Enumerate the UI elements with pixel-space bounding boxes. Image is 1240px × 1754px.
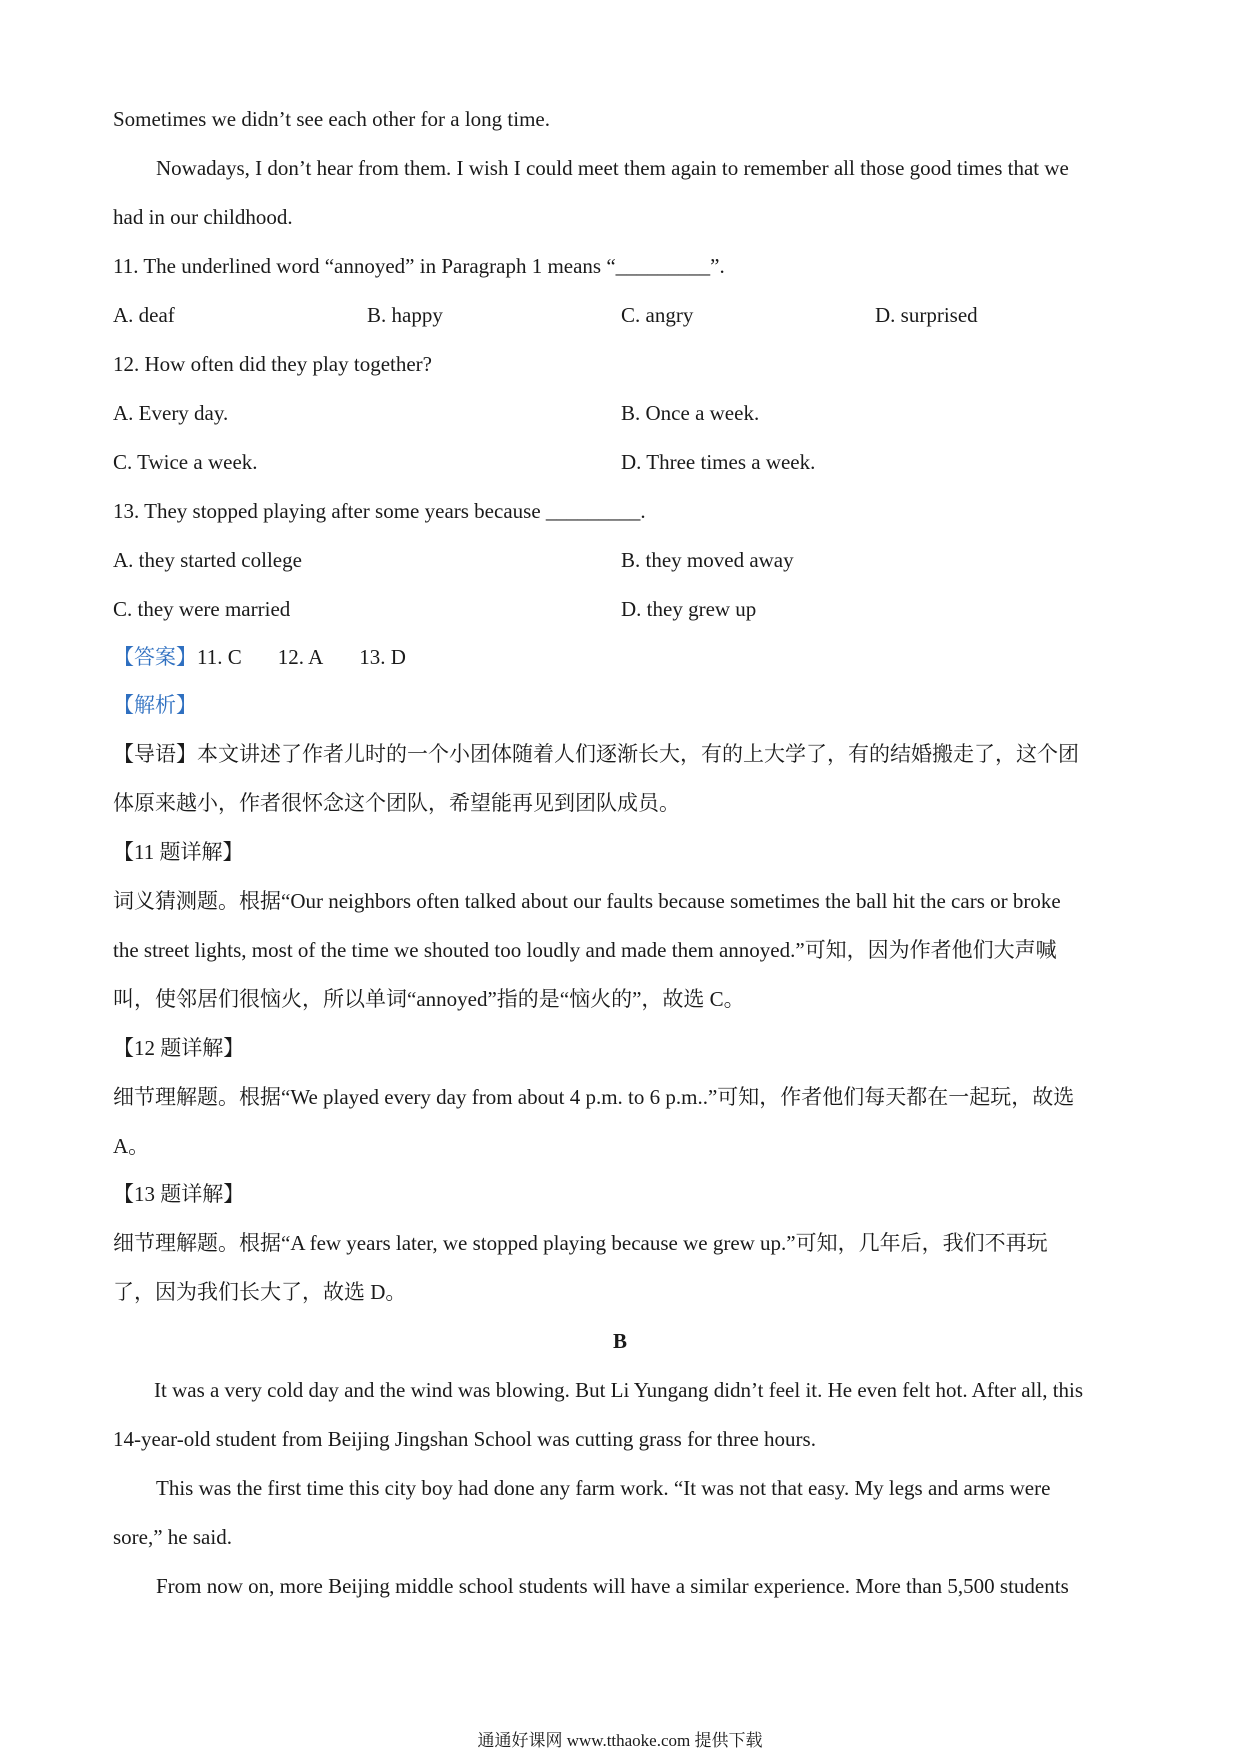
guide-line: 体原来越小，作者很怀念这个团队，希望能再见到团队成员。 xyxy=(113,791,680,815)
answer-item: 12. A xyxy=(277,645,324,669)
q11-option-a: A. deaf xyxy=(113,303,175,327)
q11-option-c: C. angry xyxy=(621,303,694,327)
q12-option-d: D. Three times a week. xyxy=(621,450,816,474)
answer-item: 11. C xyxy=(197,645,242,669)
question-12-stem: 12. How often did they play together? xyxy=(113,352,432,376)
detail-11-line: 词义猜测题。根据“Our neighbors often talked about our faults because sometimes the ball hit the cars or broke xyxy=(113,889,1061,913)
passage-line: Sometimes we didn’t see each other for a long time. xyxy=(113,107,550,131)
guide-line: 【导语】本文讲述了作者儿时的一个小团体随着人们逐渐长大，有的上大学了，有的结婚搬走了，这个团 xyxy=(113,742,1079,766)
passage-line: This was the first time this city boy had done any farm work. “It was not that easy. My legs and arms were xyxy=(156,1476,1051,1500)
q13-option-b: B. they moved away xyxy=(621,548,794,572)
detail-11-line: 叫，使邻居们很恼火，所以单词“annoyed”指的是“恼火的”，故选 C。 xyxy=(113,987,745,1011)
page-footer: 通通好课网 www.tthaoke.com 提供下载 xyxy=(477,1731,763,1750)
detail-11-line: the street lights, most of the time we shouted too loudly and made them annoyed.”可知，因为作者他们大声喊 xyxy=(113,938,1057,962)
detail-12-line: A。 xyxy=(113,1134,150,1158)
q13-option-a: A. they started college xyxy=(113,548,302,572)
passage-line: 14-year-old student from Beijing Jingshan School was cutting grass for three hours. xyxy=(113,1427,816,1451)
detail-12-line: 细节理解题。根据“We played every day from about 4 p.m. to 6 p.m..”可知，作者他们每天都在一起玩，故选 xyxy=(113,1085,1075,1109)
analysis-label: 【解析】 xyxy=(113,693,197,717)
detail-13-title: 【13 题详解】 xyxy=(113,1182,245,1206)
detail-13-line: 了，因为我们长大了，故选 D。 xyxy=(113,1280,407,1304)
passage-line: sore,” he said. xyxy=(113,1525,232,1549)
answer-item: 13. D xyxy=(359,645,406,669)
q12-option-b: B. Once a week. xyxy=(621,401,760,425)
q12-option-c: C. Twice a week. xyxy=(113,450,258,474)
q13-option-c: C. they were married xyxy=(113,597,291,621)
q13-option-d: D. they grew up xyxy=(621,597,757,621)
answer-label: 【答案】 xyxy=(113,645,197,669)
q11-option-b: B. happy xyxy=(367,303,443,327)
question-13-stem: 13. They stopped playing after some years because _________. xyxy=(113,499,646,523)
detail-11-title: 【11 题详解】 xyxy=(113,840,244,864)
q11-option-d: D. surprised xyxy=(875,303,978,327)
detail-12-title: 【12 题详解】 xyxy=(113,1036,245,1060)
passage-line: From now on, more Beijing middle school students will have a similar experience. More than 5,500 students xyxy=(156,1574,1069,1598)
question-11-stem: 11. The underlined word “annoyed” in Paragraph 1 means “_________”. xyxy=(113,254,725,278)
passage-b-heading: B xyxy=(612,1329,627,1353)
detail-13-line: 细节理解题。根据“A few years later, we stopped playing because we grew up.”可知，几年后，我们不再玩 xyxy=(113,1231,1048,1255)
passage-line: had in our childhood. xyxy=(113,205,293,229)
passage-line: Nowadays, I don’t hear from them. I wish I could meet them again to remember all those good times that we xyxy=(156,156,1069,180)
q12-option-a: A. Every day. xyxy=(113,401,229,425)
answer-line xyxy=(113,642,406,672)
passage-line: It was a very cold day and the wind was blowing. But Li Yungang didn’t feel it. He even felt hot. After all, this xyxy=(154,1378,1084,1402)
